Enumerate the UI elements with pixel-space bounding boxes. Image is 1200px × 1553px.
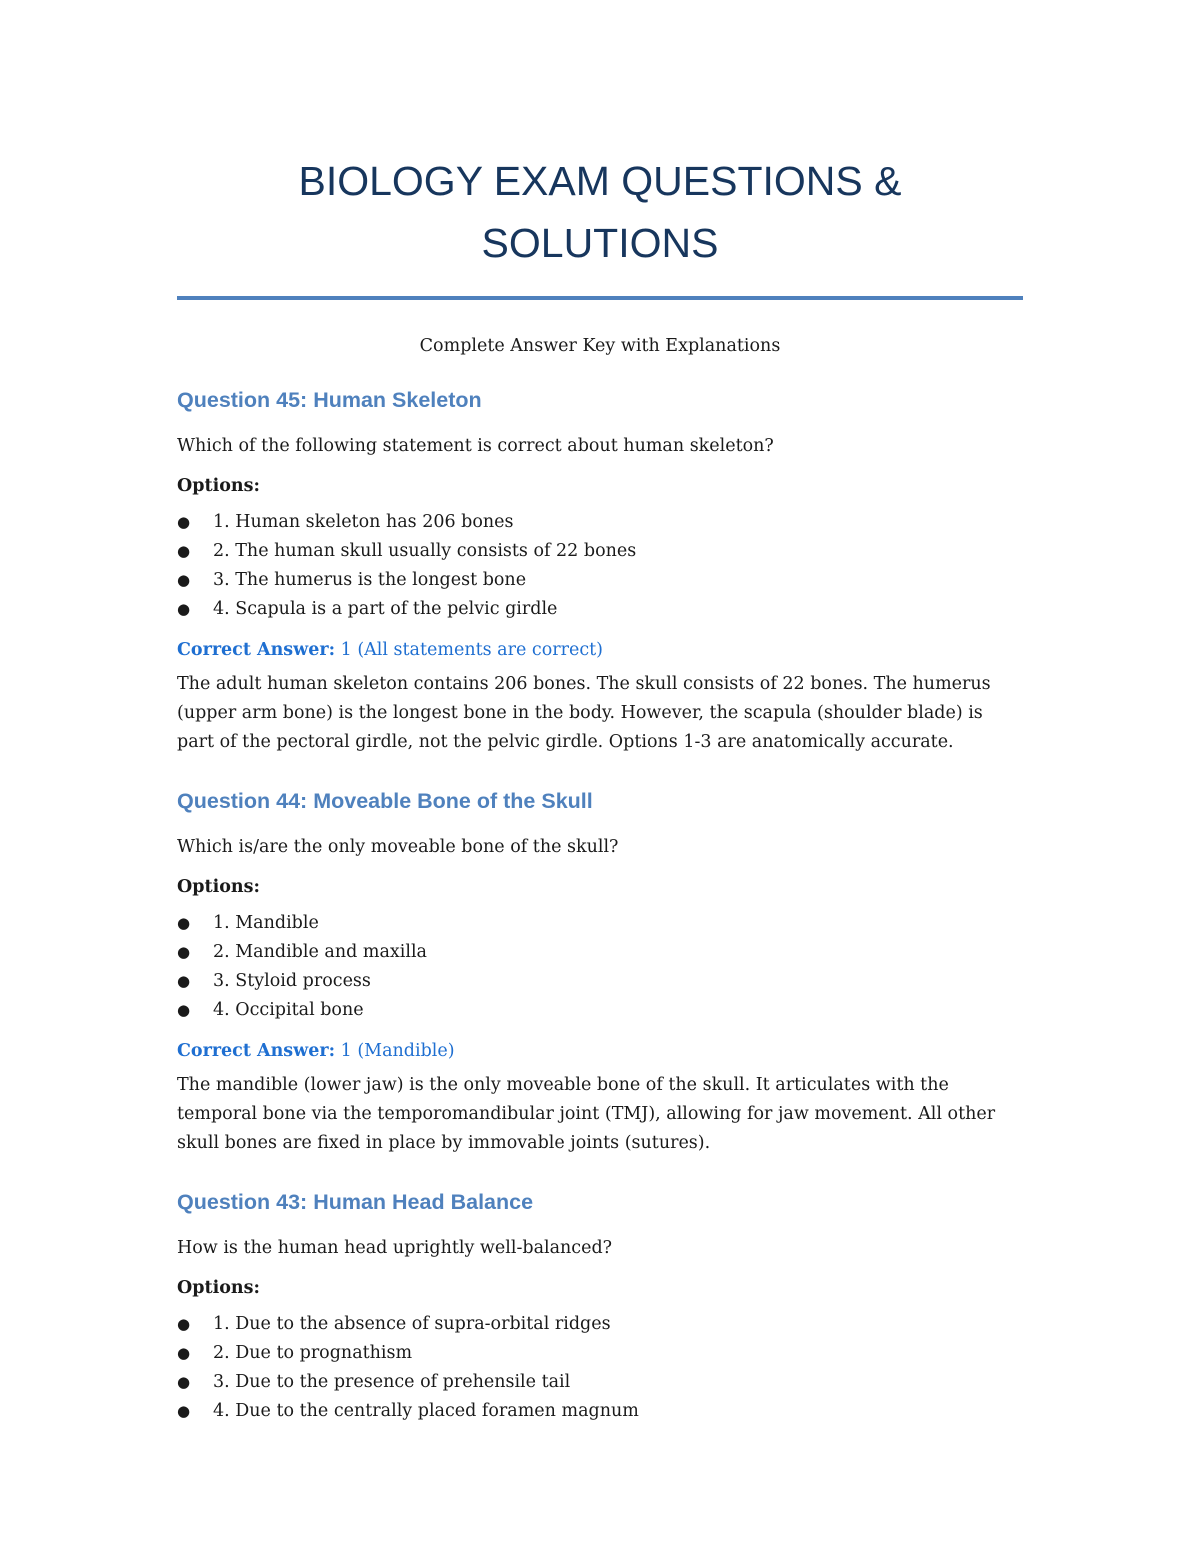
option-text: 4. Scapula is a part of the pelvic girdle [213,599,558,619]
options-list [177,1310,1023,1426]
bullet-icon: ● [177,914,191,932]
bullet-icon: ● [177,1315,191,1333]
correct-answer [177,1039,1023,1063]
options-list [177,909,1023,1025]
title-line-2: SOLUTIONS [481,220,719,266]
correct-answer [177,638,1023,662]
option-item [177,537,1023,566]
option-text: 2. Due to prognathism [213,1343,413,1363]
options-label: Options: [177,1278,260,1298]
option-item [177,996,1023,1025]
option-item [177,1397,1023,1426]
bullet-icon: ● [177,943,191,961]
bullet-icon: ● [177,1373,191,1391]
bullet-icon: ● [177,1344,191,1362]
answer-explanation: The mandible (lower jaw) is the only moveable bone of the skull. It articulates with the temporal bone via the temporomandibular joint (TMJ), allowing for jaw movement. All other skull bones are fixed in place by immovable joints (sutures). [177,1075,996,1153]
title-divider [177,296,1023,300]
option-item [177,1310,1023,1339]
option-text: 3. Due to the presence of prehensile tail [213,1372,571,1392]
title-line-1: BIOLOGY EXAM QUESTIONS & [298,158,902,204]
correct-answer-label: Correct Answer: [177,640,336,660]
option-text: 1. Mandible [213,913,319,933]
question-43 [177,1188,1023,1426]
document-title [177,150,1023,274]
correct-answer-value: 1 (All statements are correct) [340,640,603,660]
document-subtitle: Complete Answer Key with Explanations [419,336,781,356]
question-heading: Question 45: Human Skeleton [177,388,482,412]
question-text: How is the human head uprightly well-balanced? [177,1238,613,1258]
question-heading: Question 43: Human Head Balance [177,1190,534,1214]
answer-explanation: The adult human skeleton contains 206 bones. The skull consists of 22 bones. The humerus (upper arm bone) is the longest bone in the body. However, the scapula (shoulder blade) is part of the pectoral girdle, not the pelvic girdle. Options 1-3 are anatomically accurate. [177,674,991,752]
option-item [177,1368,1023,1397]
bullet-icon: ● [177,1001,191,1019]
option-item [177,566,1023,595]
option-text: 3. The humerus is the longest bone [213,570,527,590]
question-heading: Question 44: Moveable Bone of the Skull [177,789,593,813]
correct-answer-value: 1 (Mandible) [340,1041,455,1061]
bullet-icon: ● [177,1402,191,1420]
bullet-icon: ● [177,972,191,990]
option-text: 1. Due to the absence of supra-orbital ridges [213,1314,611,1334]
bullet-icon: ● [177,542,191,560]
correct-answer-label: Correct Answer: [177,1041,336,1061]
option-item [177,938,1023,967]
option-text: 4. Occipital bone [213,1000,364,1020]
question-45 [177,386,1023,757]
option-text: 1. Human skeleton has 206 bones [213,512,514,532]
bullet-icon: ● [177,513,191,531]
option-item [177,595,1023,624]
options-label: Options: [177,476,260,496]
options-label: Options: [177,877,260,897]
question-text: Which of the following statement is correct about human skeleton? [177,436,774,456]
bullet-icon: ● [177,600,191,618]
option-item [177,967,1023,996]
option-text: 2. The human skull usually consists of 22 bones [213,541,637,561]
option-item [177,508,1023,537]
bullet-icon: ● [177,571,191,589]
option-text: 4. Due to the centrally placed foramen magnum [213,1401,639,1421]
option-text: 3. Styloid process [213,971,371,991]
options-list [177,508,1023,624]
option-item [177,1339,1023,1368]
option-item [177,909,1023,938]
question-text: Which is/are the only moveable bone of the skull? [177,837,619,857]
question-44 [177,787,1023,1158]
option-text: 2. Mandible and maxilla [213,942,427,962]
